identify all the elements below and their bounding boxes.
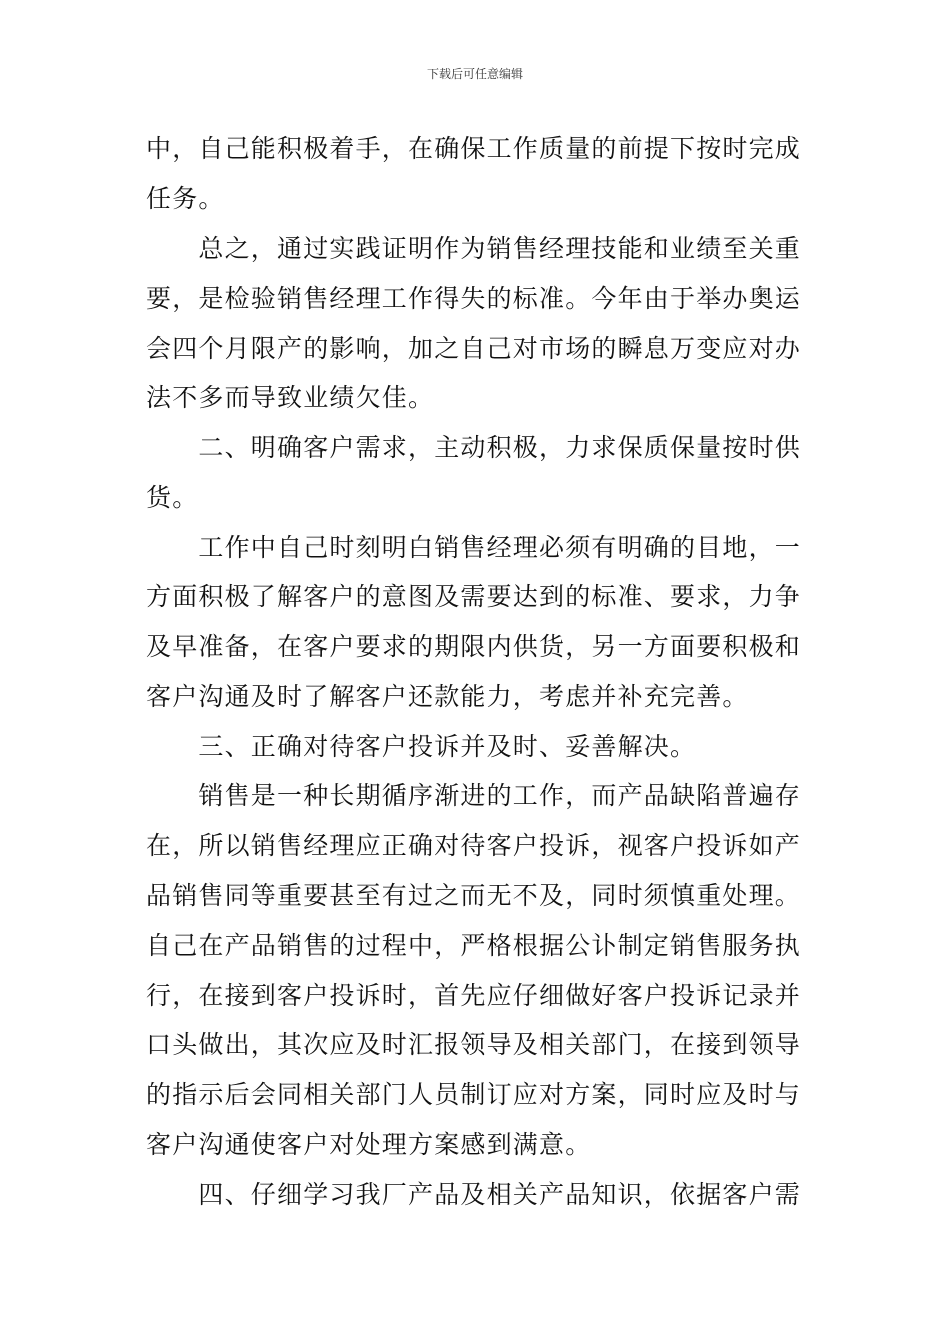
body-line: 客户沟通使客户对处理方案感到满意。 — [146, 1130, 592, 1159]
body-line: 总之，通过实践证明作为销售经理技能和业绩至关重 — [146, 234, 802, 263]
body-line: 中，自己能积极着手，在确保工作质量的前提下按时完成 — [146, 134, 802, 163]
body-line: 方面积极了解客户的意图及需要达到的标准、要求，力争 — [146, 582, 802, 611]
body-line: 行，在接到客户投诉时，首先应仔细做好客户投诉记录并 — [146, 981, 802, 1010]
body-line: 及早准备，在客户要求的期限内供货，另一方面要积极和 — [146, 632, 802, 661]
body-line: 客户沟通及时了解客户还款能力，考虑并补充完善。 — [146, 682, 749, 711]
body-line: 要，是检验销售经理工作得失的标准。今年由于举办奥运 — [146, 284, 802, 313]
body-line: 的指示后会同相关部门人员制订应对方案，同时应及时与 — [146, 1080, 802, 1109]
body-line: 会四个月限产的影响，加之自己对市场的瞬息万变应对办 — [146, 334, 802, 363]
body-line: 自己在产品销售的过程中，严格根据公讣制定销售服务执 — [146, 931, 802, 960]
body-line: 任务。 — [146, 184, 225, 213]
body-line: 二、明确客户需求，主动积极，力求保质保量按时供 — [146, 433, 802, 462]
body-line: 三、正确对待客户投诉并及时、妥善解决。 — [146, 732, 697, 761]
body-line: 在，所以销售经理应正确对待客户投诉，视客户投诉如产 — [146, 831, 802, 860]
body-line: 法不多而导致业绩欠佳。 — [146, 383, 435, 412]
page-header: 下载后可任意编辑 — [426, 67, 523, 81]
body-line: 四、仔细学习我厂产品及相关产品知识，依据客户需 — [146, 1180, 802, 1209]
body-line: 货。 — [146, 483, 199, 512]
body-line: 品销售同等重要甚至有过之而无不及，同时须慎重处理。 — [146, 881, 802, 910]
body-line: 工作中自己时刻明白销售经理必须有明确的目地，一 — [146, 533, 802, 562]
body-line: 口头做出，其次应及时汇报领导及相关部门，在接到领导 — [146, 1030, 802, 1059]
body-line: 销售是一种长期循序渐进的工作，而产品缺陷普遍存 — [146, 781, 802, 810]
